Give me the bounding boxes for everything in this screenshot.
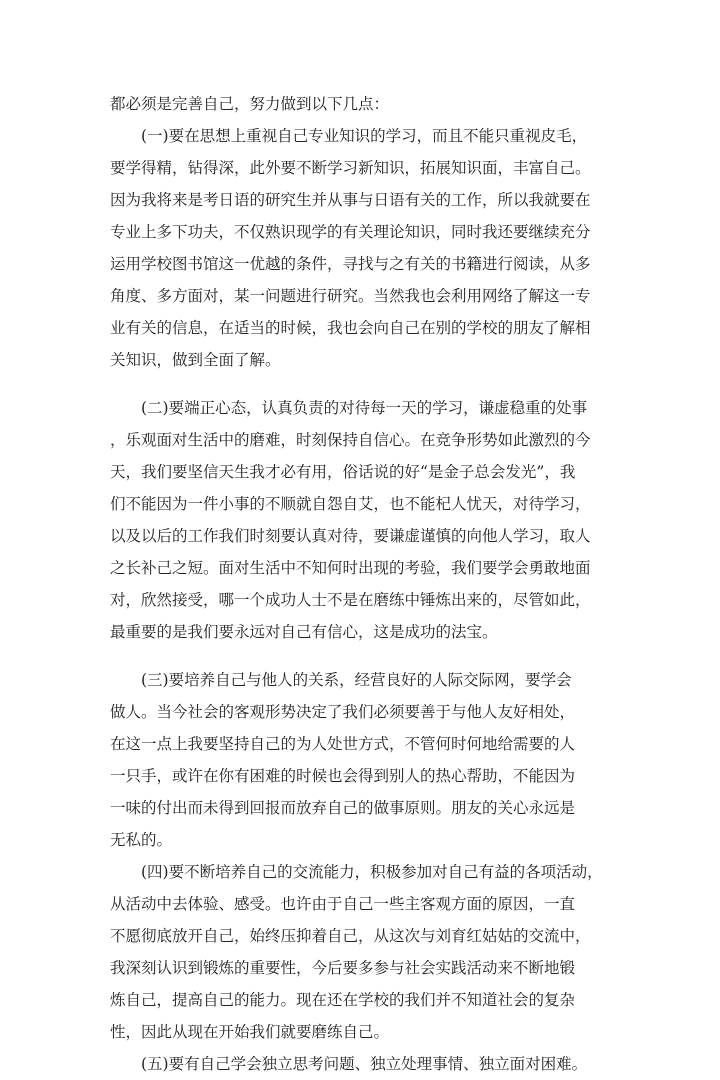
text-line: 都必须是完善自己，努力做到以下几点： [110,95,390,113]
text-line: (一)要在思想上重视自己专业知识的学习，而且不能只重视皮毛， [141,127,588,145]
text-line: 对，欣然接受，哪一个成功人士不是在磨练中锤炼出来的，尽管如此， [110,591,591,609]
text-line: 之长补己之短。面对生活中不知何时出现的考验，我们要学会勇敢地面 [110,559,591,577]
text-line: (二)要端正心态，认真负责的对待每一天的学习，谦虚稳重的处事 [141,399,588,417]
text-line: 我深刻认识到锻炼的重要性，今后要多参与社会实践活动来不断地锻 [110,959,576,977]
text-line: 在这一点上我要坚持自己的为人处世方式，不管何时何地给需要的人 [110,735,576,753]
text-line: 角度、多方面对，某一问题进行研究。当然我也会利用网络了解这一专 [110,287,591,305]
text-line: 业有关的信息，在适当的时候，我也会向自己在别的学校的朋友了解相 [110,319,591,337]
text-line: 因为我将来是考日语的研究生并从事与日语有关的工作，所以我就要在 [110,191,591,209]
text-line: 从活动中去体验、感受。也许由于自己一些主客观方面的原因，一直 [110,895,576,913]
text-line: 最重要的是我们要永远对自己有信心，这是成功的法宝。 [110,623,498,641]
text-line: 运用学校图书馆这一优越的条件，寻找与之有关的书籍进行阅读，从多 [110,255,591,273]
text-line: 做人。当今社会的客观形势决定了我们必须要善于与他人友好相处， [110,703,576,721]
text-line: 专业上多下功夫，不仅熟识现学的有关理论知识，同时我还要继续充分 [110,223,591,241]
text-line: 要学得精，钻得深，此外要不断学习新知识，拓展知识面，丰富自己。 [110,159,591,177]
text-line: 一味的付出而未得到回报而放弃自己的做事原则。朋友的关心永远是 [110,799,576,817]
text-line: 不愿彻底放开自己，始终压抑着自己，从这次与刘育红姑姑的交流中， [110,927,591,945]
text-line: 天，我们要坚信天生我才必有用，俗话说的好“是金子总会发光”，我 [110,463,576,481]
text-line: ，乐观面对生活中的磨难，时刻保持自信心。在竞争形势如此激烈的今 [110,431,591,449]
text-line: (四)要不断培养自己的交流能力，积极参加对自己有益的各项活动， [141,863,603,881]
text-line: 性，因此从现在开始我们就要磨练自己。 [110,1023,390,1041]
text-line: (三)要培养自己与他人的关系，经营良好的人际交际网，要学会 [141,671,572,689]
text-line: 无私的。 [110,831,173,849]
text-line: 以及以后的工作我们时刻要认真对待，要谦虚谨慎的向他人学习，取人 [110,527,591,545]
text-line: (五)要有自己学会独立思考问题、独立处理事情、独立面对困难。 [141,1055,588,1073]
text-line: 们不能因为一件小事的不顺就自怨自艾，也不能杞人忧天，对待学习， [110,495,591,513]
text-line: 关知识，做到全面了解。 [110,351,281,369]
text-line: 一只手，或许在你有困难的时候也会得到别人的热心帮助，不能因为 [110,767,576,785]
text-line: 炼自己，提高自己的能力。现在还在学校的我们并不知道社会的复杂 [110,991,576,1009]
